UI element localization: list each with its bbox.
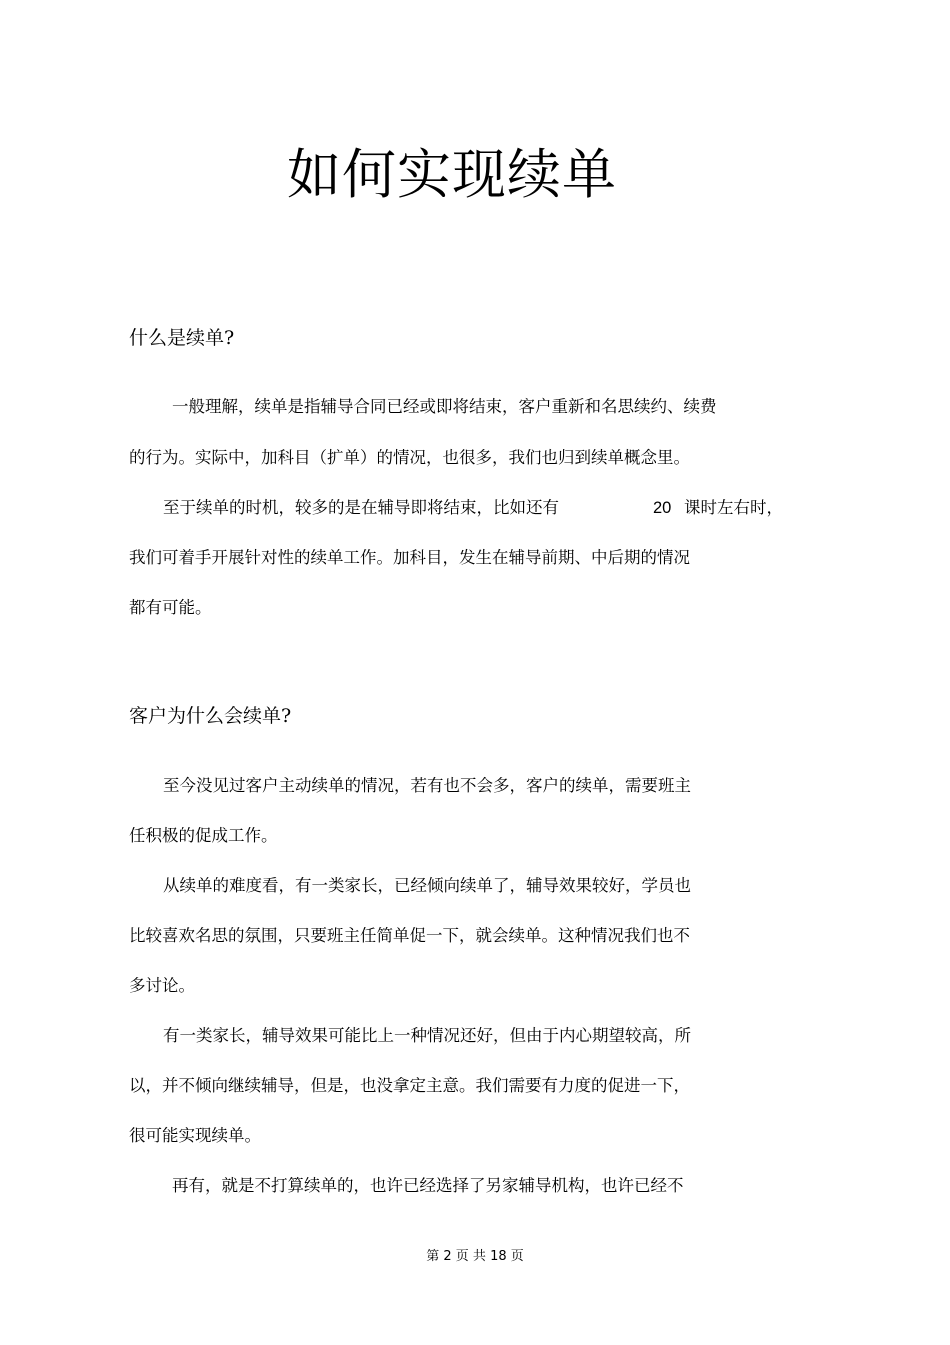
paragraph-line: 一般理解，续单是指辅导合同已经或即将结束，客户重新和名思续约、续费: [172, 397, 717, 416]
footer-page-number: 2: [443, 1249, 452, 1264]
paragraph-line: 很可能实现续单。: [129, 1126, 261, 1145]
footer-middle: 页 共: [455, 1249, 486, 1264]
paragraph-line: 以，并不倾向继续辅导，但是，也没拿定主意。我们需要有力度的促进一下，: [129, 1076, 690, 1095]
paragraph-line: 从续单的难度看，有一类家长，已经倾向续单了，辅导效果较好，学员也: [163, 876, 691, 895]
footer-prefix: 第: [426, 1249, 440, 1264]
paragraph-line: 比较喜欢名思的氛围，只要班主任简单促一下，就会续单。这种情况我们也不: [129, 926, 690, 945]
document-title: 如何实现续单: [287, 143, 617, 206]
footer-suffix: 页: [510, 1249, 524, 1264]
paragraph-line: 任积极的促成工作。: [129, 826, 278, 845]
paragraph-line: 再有，就是不打算续单的，也许已经选择了另家辅导机构，也许已经不: [172, 1176, 684, 1195]
paragraph-line: 都有可能。: [129, 598, 212, 617]
paragraph-line: 至今没见过客户主动续单的情况，若有也不会多，客户的续单，需要班主: [163, 776, 691, 795]
paragraph-line: 的行为。实际中，加科目（扩单）的情况，也很多，我们也归到续单概念里。: [129, 448, 690, 467]
footer-total-pages: 18: [490, 1249, 507, 1264]
page-footer: [0, 1248, 950, 1266]
paragraph-line: 多讨论。: [129, 976, 195, 995]
paragraph-number: 20: [653, 499, 672, 517]
paragraph-line: 有一类家长，辅导效果可能比上一种情况还好，但由于内心期望较高，所: [163, 1026, 691, 1045]
paragraph-line: 课时左右时，: [684, 498, 783, 517]
section-heading-why-customers-renew: 客户为什么会续单?: [129, 705, 292, 727]
paragraph-line: 我们可着手开展针对性的续单工作。加科目，发生在辅导前期、中后期的情况: [129, 548, 690, 567]
paragraph-line: 至于续单的时机，较多的是在辅导即将结束，比如还有: [163, 498, 559, 517]
section-heading-what-is-renewal: 什么是续单?: [129, 327, 235, 349]
